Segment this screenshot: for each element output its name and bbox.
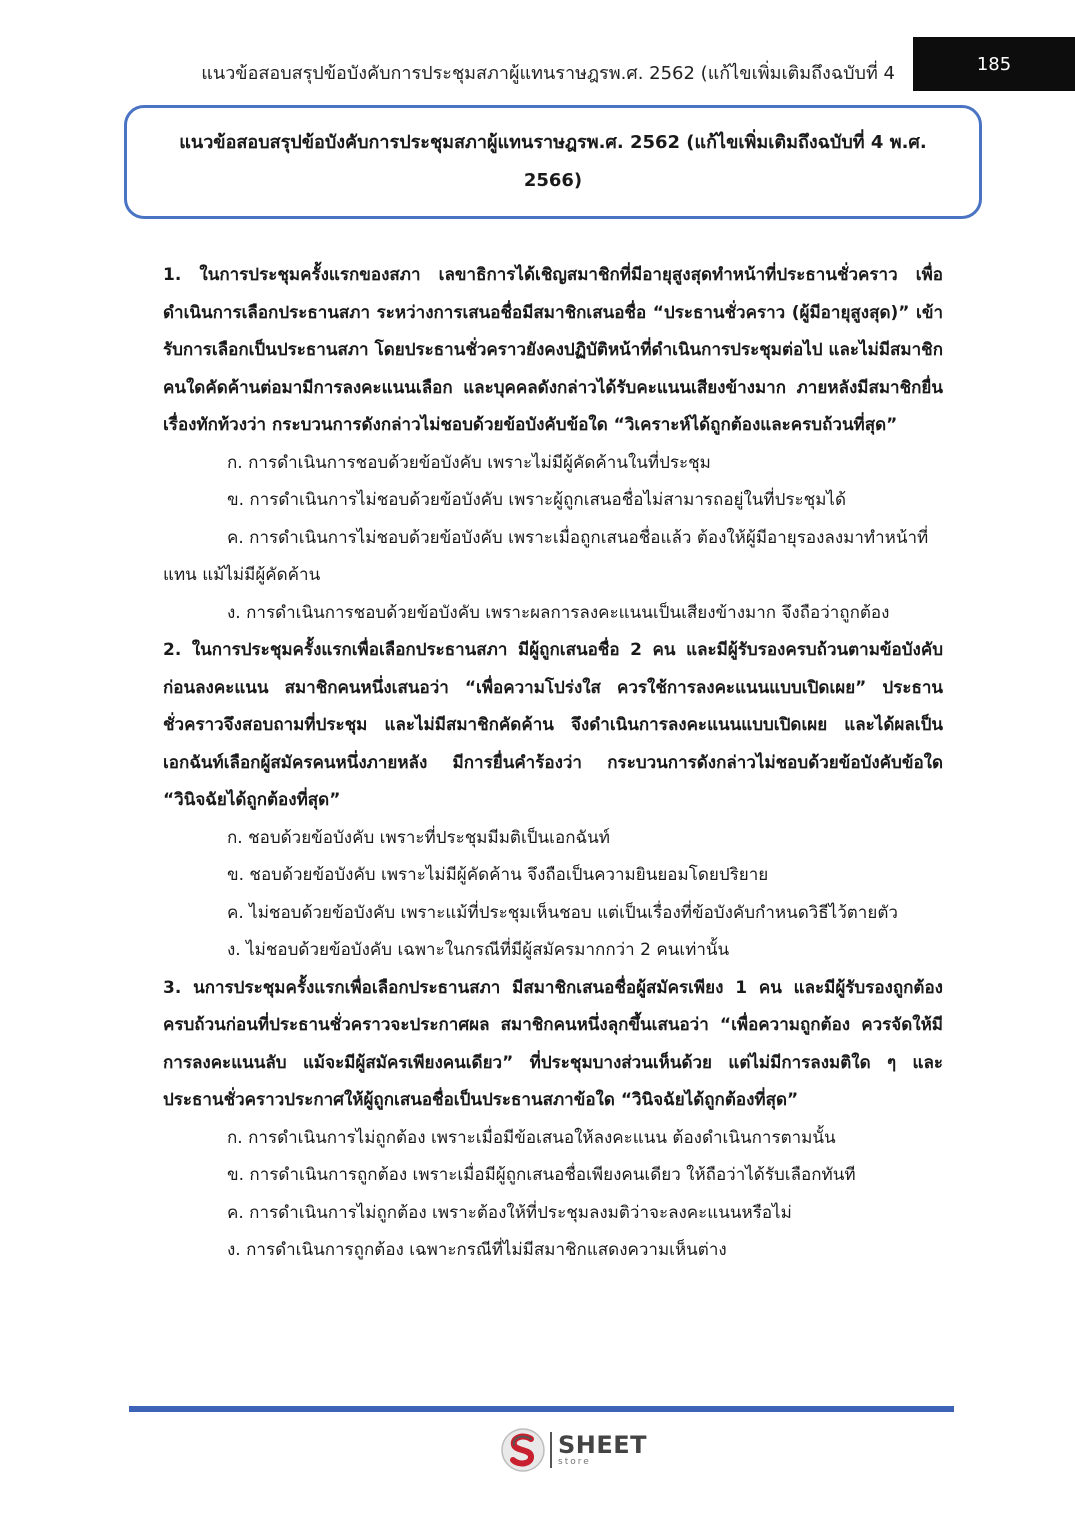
question-block (163, 632, 943, 970)
document-title: แนวข้อสอบสรุปข้อบังคับการประชุมสภาผู้แทนราษฎรพ.ศ. 2562 (แก้ไขเพิ่มเติมถึงฉบับที่ 4 พ.ศ. 2566) (179, 132, 927, 191)
answer-option: ข. การดำเนินการถูกต้อง เพราะเมื่อมีผู้ถูกเสนอชื่อเพียงคนเดียว ให้ถือว่าได้รับเลือกทันที (227, 1165, 856, 1185)
answer-option: ก. การดำเนินการไม่ถูกต้อง เพราะเมื่อมีข้อเสนอให้ลงคะแนน ต้องดำเนินการตามนั้น (227, 1127, 836, 1148)
question-text: 1. ในการประชุมครั้งแรกของสภา เลขาธิการได้เชิญสมาชิกที่มีอายุสูงสุดทำหน้าที่ประธานชั่วคราว เพื่อดำเนินการเลือกประธานสภา ระหว่างการเสนอชื่อมีสมาชิกเสนอชื่อ “ประธานชั่วคราว (ผู้มีอายุสูงสุด)” เข้ารับการเลือกเป็นประธานสภา โดยประธานชั่วคราวยังคงปฏิบัติหน้าที่ดำเนินการประชุมต่อไป และไม่มีสมาชิกคนใดคัดค้านต่อมามีการลงคะแนนเลือก และบุคคลดังกล่าวได้รับคะแนนเสียงข้างมาก ภายหลังมีสมาชิกยื่นเรื่องทักท้วงว่า กระบวนการดังกล่าวไม่ชอบด้วยข้อบังคับข้อใด “วิเคราะห์ได้ถูกต้องและครบถ้วนที่สุด” (163, 265, 943, 435)
answer-option: ง. การดำเนินการถูกต้อง เฉพาะกรณีที่ไม่มีสมาชิกแสดงความเห็นต่าง (227, 1240, 727, 1260)
answer-option: ก. ชอบด้วยข้อบังคับ เพราะที่ประชุมมีมติเป็นเอกฉันท์ (227, 827, 610, 848)
logo-wordmark (558, 1433, 647, 1467)
logo-separator (550, 1432, 552, 1468)
question-text: 2. ในการประชุมครั้งแรกเพื่อเลือกประธานสภา มีผู้ถูกเสนอชื่อ 2 คน และมีผู้รับรองครบถ้วนตามข้อบังคับก่อนลงคะแนน สมาชิกคนหนึ่งเสนอว่า “เพื่อความโปร่งใส ควรใช้การลงคะแนนแบบเปิดเผย” ประธานชั่วคราวจึงสอบถามที่ประชุม และไม่มีสมาชิกคัดค้าน จึงดำเนินการลงคะแนนแบบเปิดเผย และได้ผลเป็นเอกฉันท์เลือกผู้สมัครคนหนึ่งภายหลัง มีการยื่นคำร้องว่า กระบวนการดังกล่าวไม่ชอบด้วยข้อบังคับข้อใด “วินิจฉัยได้ถูกต้องที่สุด” (163, 640, 943, 810)
footer-divider (129, 1406, 954, 1412)
answer-option: ข. ชอบด้วยข้อบังคับ เพราะไม่มีผู้คัดค้าน จึงถือเป็นความยินยอมโดยปริยาย (227, 865, 769, 885)
footer-logo (500, 1427, 647, 1473)
question-block (163, 970, 943, 1270)
logo-subword: store (558, 1457, 591, 1467)
question-list (163, 257, 943, 1270)
page-number: 185 (976, 53, 1012, 75)
running-header (0, 0, 1075, 92)
answer-option: ข. การดำเนินการไม่ชอบด้วยข้อบังคับ เพราะผู้ถูกเสนอชื่อไม่สามารถอยู่ในที่ประชุมได้ (227, 490, 847, 510)
answer-option: ง. ไม่ชอบด้วยข้อบังคับ เฉพาะในกรณีที่มีผู้สมัครมากกว่า 2 คนเท่านั้น (227, 940, 730, 960)
answer-option: ค. ไม่ชอบด้วยข้อบังคับ เพราะแม้ที่ประชุมเห็นชอบ แต่เป็นเรื่องที่ข้อบังคับกำหนดวิธีไว้ตายตัว (227, 902, 898, 923)
running-title: แนวข้อสอบสรุปข้อบังคับการประชุมสภาผู้แทนราษฎรพ.ศ. 2562 (แก้ไขเพิ่มเติมถึงฉบับที่ 4 (201, 63, 895, 84)
title-box (124, 105, 982, 219)
question-text: 3. นการประชุมครั้งแรกเพื่อเลือกประธานสภา มีสมาชิกเสนอชื่อผู้สมัครเพียง 1 คน และมีผู้รับรองถูกต้องครบถ้วนก่อนที่ประธานชั่วคราวจะประกาศผล สมาชิกคนหนึ่งลุกขึ้นเสนอว่า “เพื่อความถูกต้อง ควรจัดให้มีการลงคะแนนลับ แม้จะมีผู้สมัครเพียงคนเดียว” ที่ประชุมบางส่วนเห็นด้วย แต่ไม่มีการลงมติใด ๆ และประธานชั่วคราวประกาศให้ผู้ถูกเสนอชื่อเป็นประธานสภาข้อใด “วินิจฉัยได้ถูกต้องที่สุด” (163, 977, 943, 1110)
answer-option: ค. การดำเนินการไม่ชอบด้วยข้อบังคับ เพราะเมื่อถูกเสนอชื่อแล้ว ต้องให้ผู้มีอายุรองลงมาทำหน้าที่แทน แม้ไม่มีผู้คัดค้าน (163, 527, 929, 585)
answer-option: ง. การดำเนินการชอบด้วยข้อบังคับ เพราะผลการลงคะแนนเป็นเสียงข้างมาก จึงถือว่าถูกต้อง (227, 602, 890, 623)
sheet-store-logo-icon (500, 1427, 546, 1473)
page-number-box (913, 37, 1075, 91)
question-block (163, 257, 943, 632)
answer-option: ค. การดำเนินการไม่ถูกต้อง เพราะต้องให้ที่ประชุมลงมติว่าจะลงคะแนนหรือไม่ (227, 1202, 792, 1223)
logo-word: SHEET (558, 1431, 648, 1459)
answer-option: ก. การดำเนินการชอบด้วยข้อบังคับ เพราะไม่มีผู้คัดค้านในที่ประชุม (227, 452, 711, 473)
